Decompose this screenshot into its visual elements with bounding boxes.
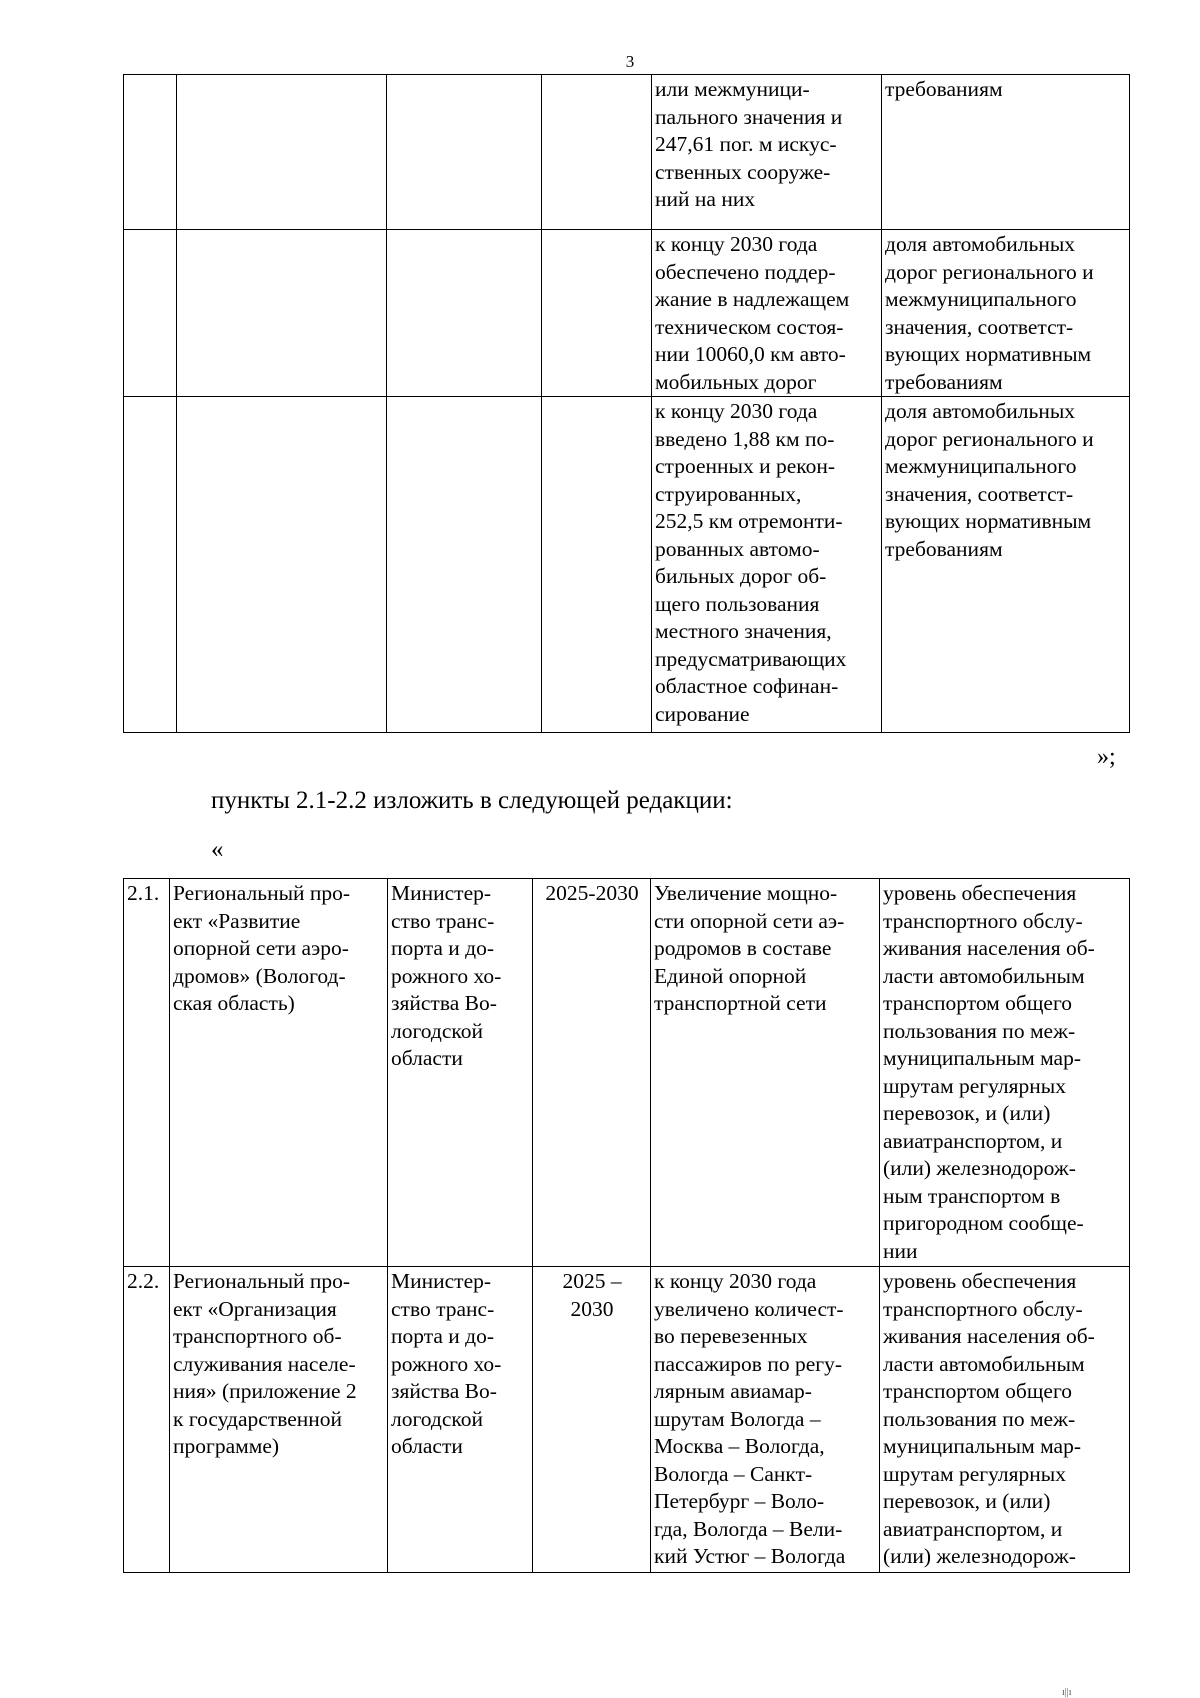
table-cell-result: к концу 2030 года увеличено количест- во перевезенных пассажиров по регу- лярным авиамар- шрутам Вологда – Москва – Вологда, Вологда – Санкт- Петербург – Воло- гда, Вологда – Вели- кий Устюг – Вологда	[651, 1267, 880, 1573]
table-row	[124, 879, 1130, 1267]
amendment-paragraph: пункты 2.1-2.2 изложить в следующей редакции:	[211, 787, 733, 814]
table-continued	[123, 74, 1130, 733]
table-cell-empty	[177, 397, 387, 733]
table-cell-empty	[177, 75, 387, 230]
table-cell-result: к концу 2030 года обеспечено поддер- жание в надлежащем техническом состоя- нии 10060,0 км авто- мобильных дорог	[652, 230, 882, 397]
table-cell-period: 2025-2030	[533, 879, 651, 1267]
table-cell-executor: Министер- ство транс- порта и до- рожного хо- зяйства Во- логодской области	[388, 1267, 533, 1573]
table-cell-empty	[387, 75, 542, 230]
table-cell-empty	[387, 230, 542, 397]
table-cell-executor: Министер- ство транс- порта и до- рожного хо- зяйства Во- логодской области	[388, 879, 533, 1267]
table-cell-project: Региональный про- ект «Организация транспортного об- служивания населе- ния» (приложение 2 к государственной программе)	[170, 1267, 388, 1573]
closing-quote: »;	[1097, 744, 1116, 770]
table-cell-empty	[542, 75, 652, 230]
page-number: 3	[625, 52, 635, 71]
table-cell-indicator: уровень обеспечения транспортного обслу- живания населения об- ласти автомобильным транспортом общего пользования по меж- муниципальным мар- шрутам регулярных перевозок, и (или) авиатранспортом, и (или) железнодорож- ным транспортом в пригородном сообще- нии	[880, 879, 1130, 1267]
table-cell-empty	[387, 397, 542, 733]
table-cell-period: 2025 – 2030	[533, 1267, 651, 1573]
table-cell-indicator: доля автомобильных дорог регионального и межмуниципального значения, соответст- вующих нормативным требованиям	[882, 397, 1130, 733]
table-cell-indicator: требованиям	[882, 75, 1130, 230]
table-row	[124, 397, 1130, 733]
table-cell-indicator: доля автомобильных дорог регионального и межмуниципального значения, соответст- вующих нормативным требованиям	[882, 230, 1130, 397]
footer-mark: ı||ı	[1062, 1687, 1072, 1698]
table-cell-empty	[177, 230, 387, 397]
table-cell-result: к концу 2030 года введено 1,88 км по- строенных и рекон- струированных, 252,5 км отремонти- рованных автомо- бильных дорог об- щего пользования местного значения, предусматривающих областное софинан- сирование	[652, 397, 882, 733]
table-row	[124, 75, 1130, 230]
table-cell-number: 2.2.	[124, 1267, 170, 1573]
table-cell-indicator: уровень обеспечения транспортного обслу- живания населения об- ласти автомобильным транспортом общего пользования по меж- муниципальным мар- шрутам регулярных перевозок, и (или) авиатранспортом, и (или) железнодорож-	[880, 1267, 1130, 1573]
table-cell-empty	[542, 230, 652, 397]
table-cell-empty	[542, 397, 652, 733]
table-row	[124, 1267, 1130, 1573]
table-cell-empty	[124, 230, 177, 397]
table-amended	[123, 878, 1130, 1573]
table-cell-number: 2.1.	[124, 879, 170, 1267]
table-cell-project: Региональный про- ект «Развитие опорной сети аэро- дромов» (Вологод- ская область)	[170, 879, 388, 1267]
table-cell-result: или межмуници- пального значения и 247,61 пог. м искус- ственных сооруже- ний на них	[652, 75, 882, 230]
table-row	[124, 230, 1130, 397]
table-cell-empty	[124, 397, 177, 733]
opening-quote: «	[211, 836, 224, 863]
table-cell-result: Увеличение мощно- сти опорной сети аэ- родромов в составе Единой опорной транспортной сети	[651, 879, 880, 1267]
table-cell-empty	[124, 75, 177, 230]
